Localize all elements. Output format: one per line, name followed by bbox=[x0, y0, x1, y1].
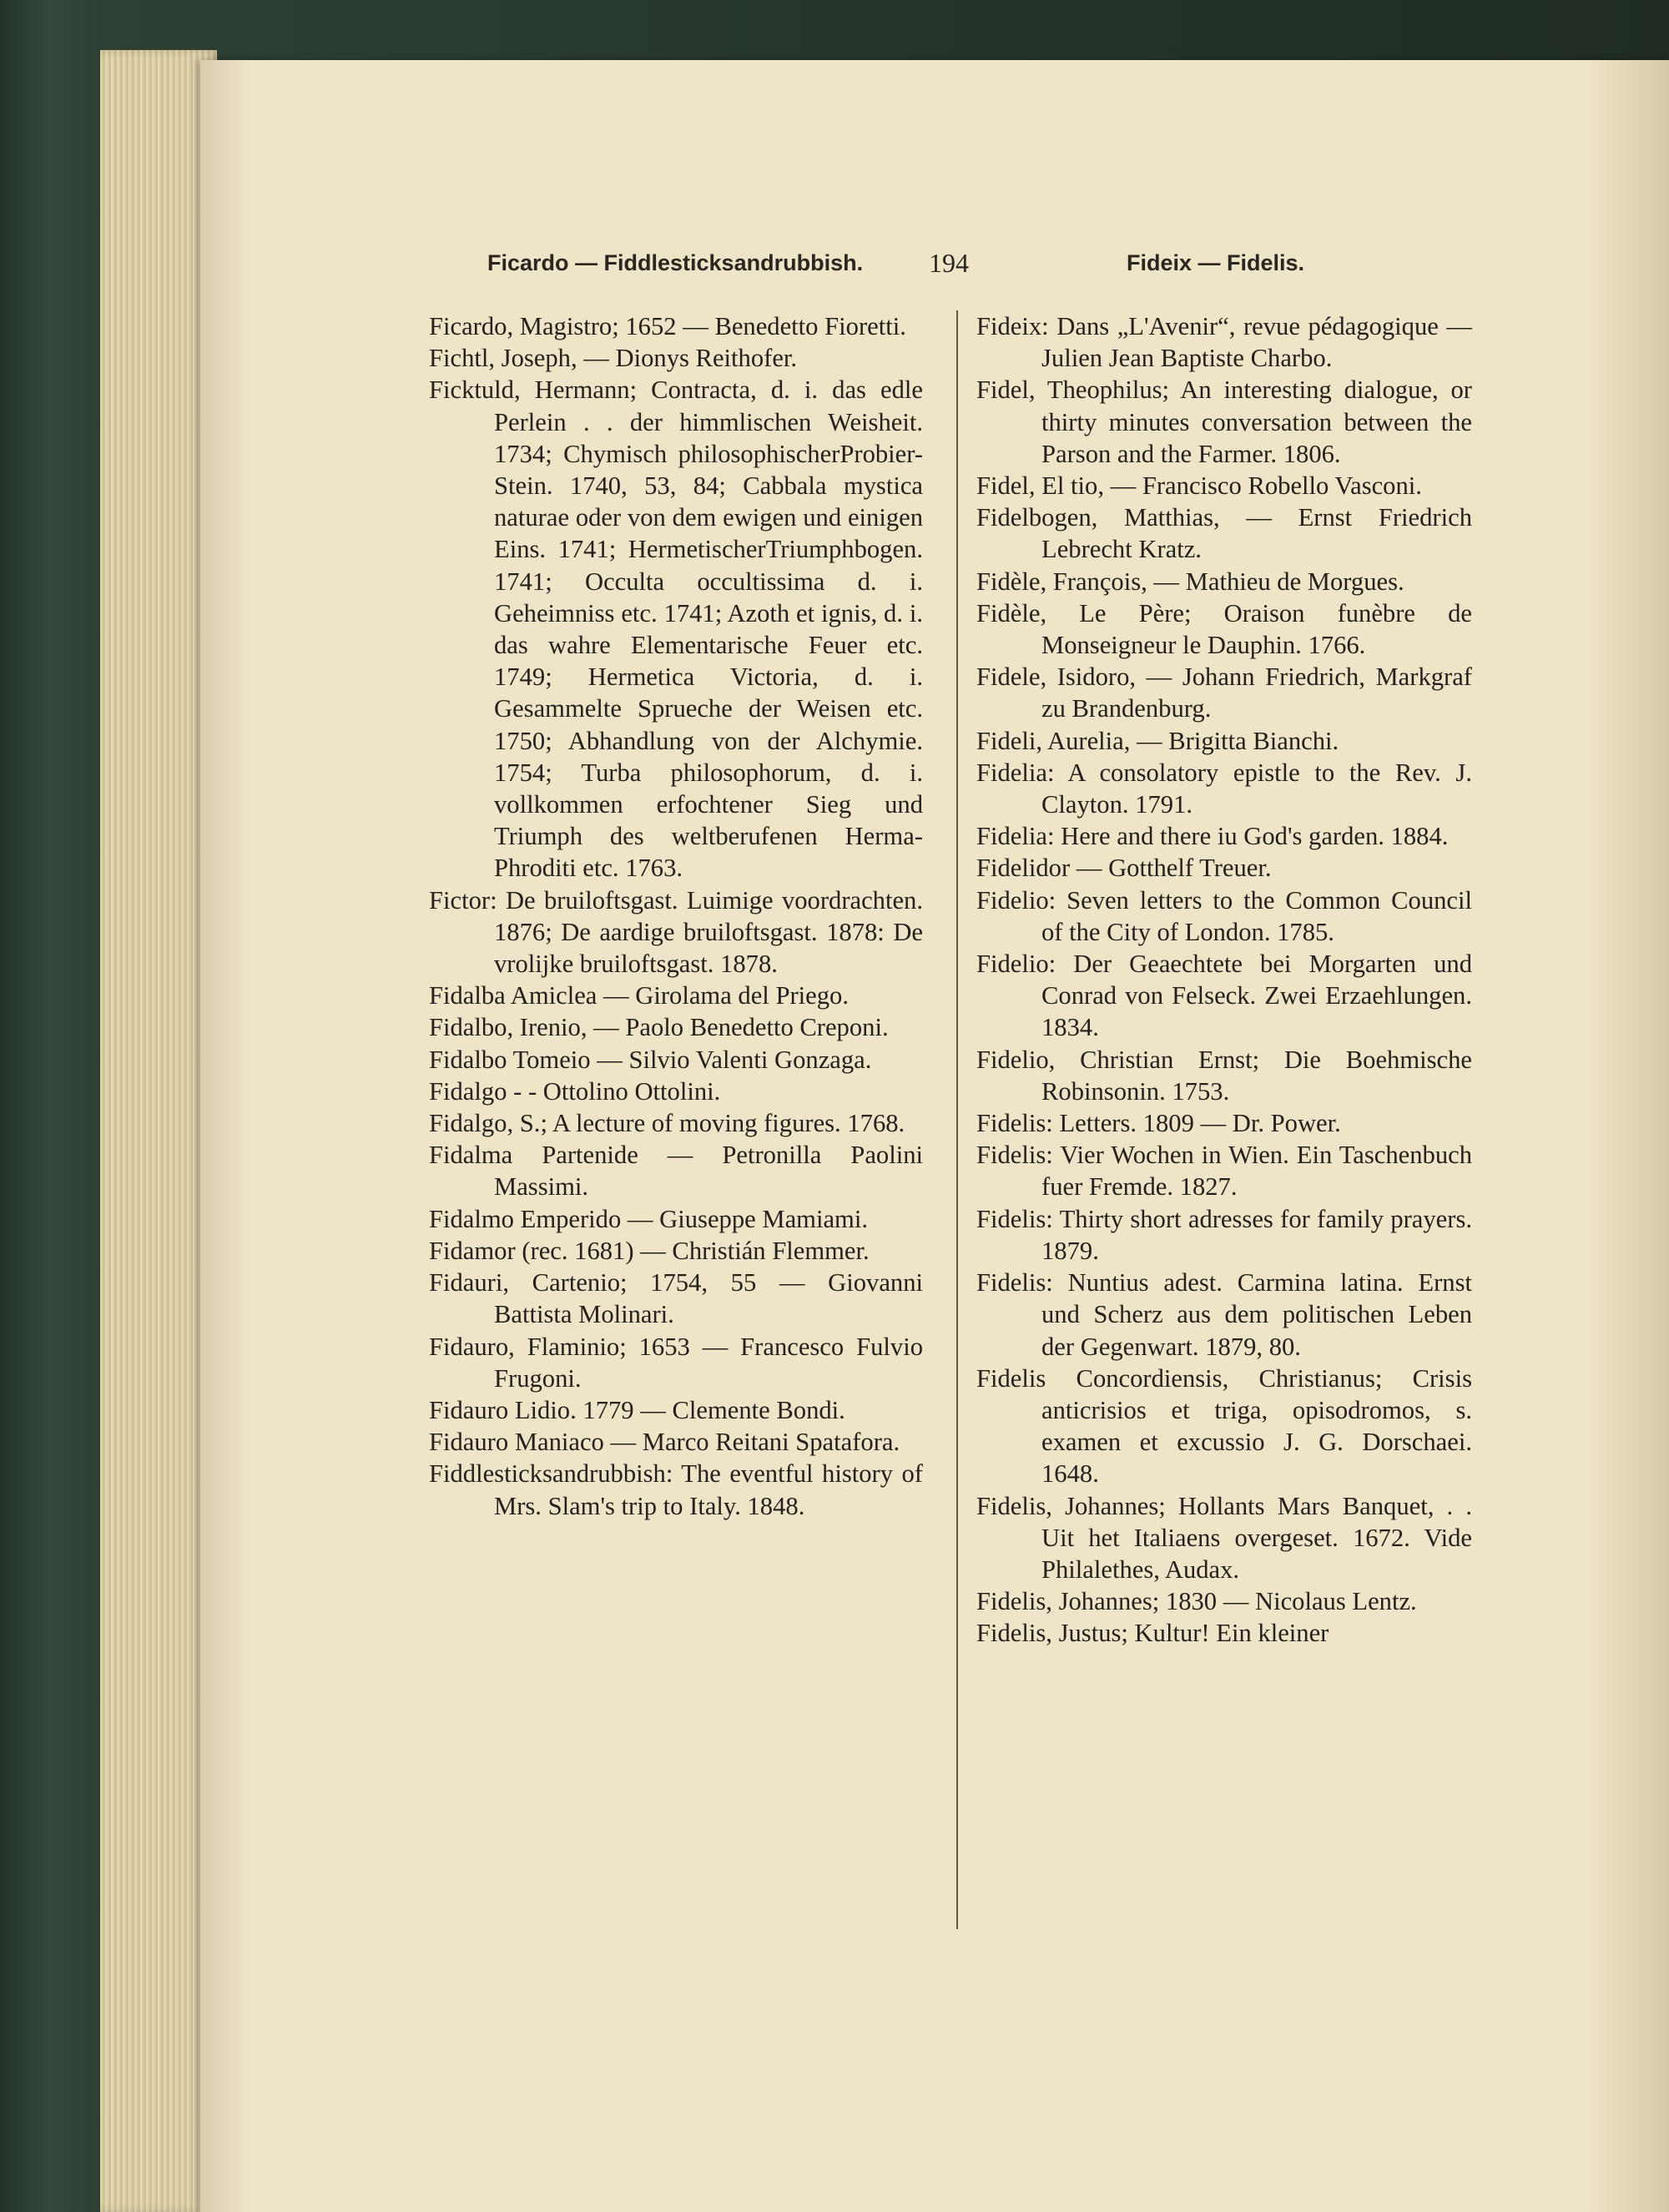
column-divider bbox=[956, 310, 958, 1929]
entry: Fidelia: Here and there iu God's garden. 1884. bbox=[976, 822, 1449, 851]
entry: Fichtl, Joseph, — Dionys Reithofer. bbox=[429, 344, 798, 373]
entry: Ficktuld, Hermann; Contracta, d. i. das edle Perlein . . der himmlischen Weisheit. 1734; Chymisch philosophischerProbier-Stein. 1740, 53, 84; Cabbala mystica naturae oder von dem ewigen und einigen Eins. 1741; HermetischerTriumphbogen. 1741; Occulta occultissima d. i. Geheimniss etc. 1741; Azoth et ignis, d. i. das wahre Elementarische Feuer etc. 1749; Hermetica Victoria, d. i. Gesammelte Sprueche der Weisen etc. 1750; Abhandlung von der Alchymie. 1754; Turba philosophorum, d. i. vollkommen erfochtener Sieg und Triumph des weltberufenen Herma-Phroditi etc. 1763. bbox=[429, 375, 923, 883]
entry: Fidelio: Seven letters to the Common Council of the City of London. 1785. bbox=[976, 885, 1472, 946]
running-header-left: Ficardo — Fiddlesticksandrubbish. bbox=[487, 250, 864, 275]
entry: Fidelia: A consolatory epistle to the Rev. J. Clayton. 1791. bbox=[976, 758, 1472, 819]
page-number: 194 bbox=[929, 248, 969, 278]
entry: Fidelis, Johannes; Hollants Mars Banquet, . . Uit het Italiaens overgeset. 1672. Vide Philalethes, Audax. bbox=[976, 1491, 1472, 1584]
left-column bbox=[429, 310, 923, 1522]
entry: Fidauro, Flaminio; 1653 — Francesco Fulvio Frugoni. bbox=[429, 1332, 923, 1393]
right-column bbox=[976, 310, 1472, 1650]
entry: Fictor: De bruiloftsgast. Luimige voordrachten. 1876; De aardige bruiloftsgast. 1878: De vrolijke bruiloftsgast. 1878. bbox=[429, 885, 923, 979]
entry: Fidelis Concordiensis, Christianus; Crisis anticrisios et triga, opisodromos, s. examen et excussio J. G. Dorschaei. 1648. bbox=[976, 1363, 1472, 1489]
entry: Fidalma Partenide — Petronilla Paolini Massimi. bbox=[429, 1141, 923, 1202]
entry: Fidalgo, S.; A lecture of moving figures. 1768. bbox=[429, 1109, 905, 1138]
entry: Fidauro Lidio. 1779 — Clemente Bondi. bbox=[429, 1395, 845, 1424]
entry: Fidelis: Vier Wochen in Wien. Ein Taschenbuch fuer Fremde. 1827. bbox=[976, 1141, 1472, 1202]
entry: Fidele, Isidoro, — Johann Friedrich, Markgraf zu Brandenburg. bbox=[976, 663, 1472, 723]
entry: Fidelio: Der Geaechtete bei Morgarten und Conrad von Felseck. Zwei Erzaehlungen. 1834. bbox=[976, 950, 1472, 1042]
entry: Fideix: Dans „L'Avenir“, revue pédagogique — Julien Jean Baptiste Charbo. bbox=[976, 312, 1472, 373]
entry: Ficardo, Magistro; 1652 — Benedetto Fioretti. bbox=[429, 312, 906, 340]
entry: Fidelis: Thirty short adresses for family prayers. 1879. bbox=[976, 1204, 1472, 1265]
entry: Fidauri, Cartenio; 1754, 55 — Giovanni Battista Molinari. bbox=[429, 1268, 923, 1329]
entry: Fidelidor — Gotthelf Treuer. bbox=[976, 854, 1272, 883]
running-header-right: Fideix — Fidelis. bbox=[1127, 250, 1305, 275]
entry: Fidèle, Le Père; Oraison funèbre de Monseigneur le Dauphin. 1766. bbox=[976, 598, 1472, 660]
entry: Fidalbo, Irenio, — Paolo Benedetto Creponi. bbox=[429, 1013, 889, 1042]
page-edges bbox=[100, 50, 217, 2212]
entry: Fidalbo Tomeio — Silvio Valenti Gonzaga. bbox=[429, 1045, 872, 1074]
entry: Fideli, Aurelia, — Brigitta Bianchi. bbox=[976, 726, 1339, 755]
entry: Fidalba Amiclea — Girolama del Priego. bbox=[429, 981, 849, 1010]
entry: Fidel, El tio, — Francisco Robello Vasconi. bbox=[976, 471, 1422, 501]
entry: Fidelis: Nuntius adest. Carmina latina. Ernst und Scherz aus dem politischen Leben der Gegenwart. 1879, 80. bbox=[976, 1268, 1472, 1361]
entry: Fidamor (rec. 1681) — Christián Flemmer. bbox=[429, 1236, 870, 1265]
entry: Fidelis, Justus; Kultur! Ein kleiner bbox=[976, 1619, 1329, 1648]
entry: Fidelis: Letters. 1809 — Dr. Power. bbox=[976, 1109, 1341, 1138]
entry: Fidelio, Christian Ernst; Die Boehmische Robinsonin. 1753. bbox=[976, 1045, 1472, 1106]
entry: Fidelbogen, Matthias, — Ernst Friedrich Lebrecht Kratz. bbox=[976, 503, 1472, 564]
entry: Fidèle, François, — Mathieu de Morgues. bbox=[976, 567, 1404, 596]
entry: Fidelis, Johannes; 1830 — Nicolaus Lentz. bbox=[976, 1587, 1417, 1616]
entry: Fidel, Theophilus; An interesting dialogue, or thirty minutes conversation between the Parson and the Farmer. 1806. bbox=[976, 375, 1472, 468]
entry: Fidauro Maniaco — Marco Reitani Spatafora. bbox=[429, 1428, 900, 1457]
entry: Fiddlesticksandrubbish: The eventful history of Mrs. Slam's trip to Italy. 1848. bbox=[429, 1459, 923, 1520]
entry: Fidalmo Emperido — Giuseppe Mamiami. bbox=[429, 1204, 868, 1233]
entry: Fidalgo - - Ottolino Ottolini. bbox=[429, 1076, 721, 1106]
